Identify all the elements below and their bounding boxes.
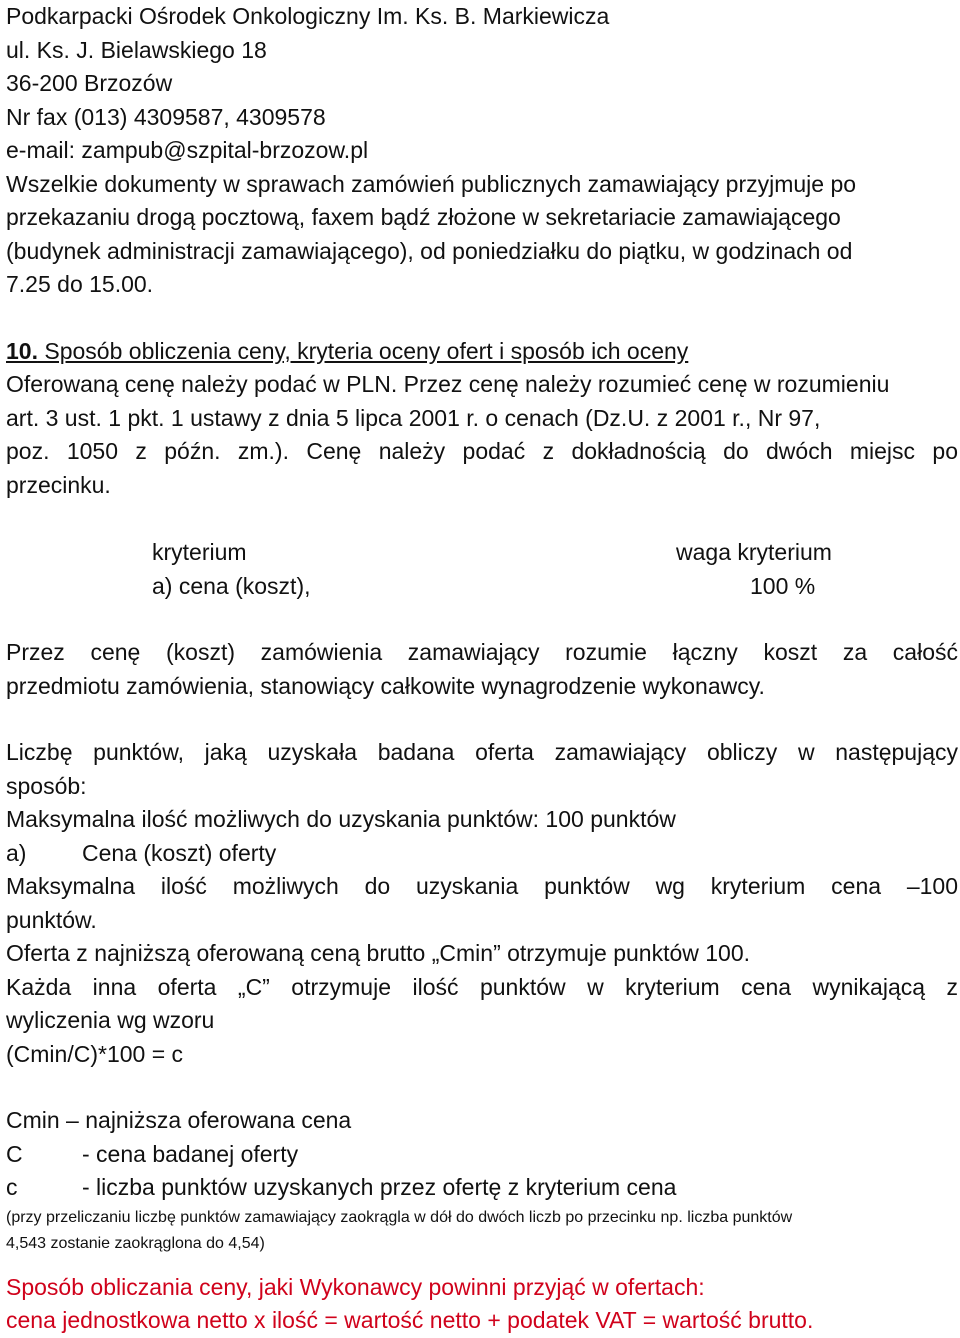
- final-line: Sposób obliczania ceny, jaki Wykonawcy powinni przyjąć w ofertach:: [6, 1273, 705, 1300]
- section-title: Sposób obliczenia ceny, kryteria oceny ofert i sposób ich oceny: [37, 337, 689, 364]
- points-line: Każda inna oferta „C” otrzymuje ilość punktów w kryterium cena wynikającą z: [6, 973, 958, 1000]
- rounding-note: (przy przeliczaniu liczbę punktów zamawiający zaokrągla w dół do dwóch liczb po przecinku np. liczba punktów: [6, 1208, 793, 1226]
- intro-line: przekazaniu drogą pocztową, faxem bądź złożone w sekretariacie zamawiającego: [6, 204, 841, 230]
- intro-paragraph: [6, 168, 958, 302]
- criteria-row: [6, 569, 958, 603]
- points-line: Oferta z najniższą oferowaną ceną brutto „Cmin” otrzymuje punktów 100.: [6, 940, 751, 966]
- points-line: Maksymalna ilość możliwych do uzyskania punktów: 100 punktów: [6, 806, 676, 832]
- formula-legend: [6, 1104, 958, 1257]
- final-statement: [6, 1271, 958, 1338]
- document-page: [6, 0, 958, 1338]
- intro-line: 7.25 do 15.00.: [6, 271, 154, 297]
- criterion-name: a) cena (koszt),: [152, 573, 311, 599]
- section-heading: [6, 335, 958, 369]
- subitem-text: Cena (koszt) oferty: [82, 839, 277, 866]
- criteria-table: [6, 535, 958, 603]
- criterion-weight: 100 %: [750, 573, 816, 599]
- criterion-column-header: kryterium: [152, 539, 247, 565]
- intro-line: Wszelkie dokumenty w sprawach zamówień publicznych zamawiający przyjmuje po: [6, 170, 857, 197]
- fax-numbers: Nr fax (013) 4309587, 4309578: [6, 103, 326, 130]
- email-address: e-mail: zampub@szpital-brzozow.pl: [6, 137, 369, 163]
- legend-text: - cena badanej oferty: [82, 1140, 299, 1167]
- legend-symbol: C: [6, 1140, 23, 1167]
- points-subitem: [6, 837, 958, 871]
- section-number: 10.: [6, 337, 38, 364]
- final-line: cena jednostkowa netto x ilość = wartość netto + podatek VAT = wartość brutto.: [6, 1307, 814, 1333]
- price-paragraph-line: przecinku.: [6, 471, 111, 498]
- intro-line: (budynek administracji zamawiającego), od poniedziałku do piątku, w godzinach od: [6, 237, 853, 264]
- weight-column-header: waga kryterium: [676, 539, 832, 565]
- rounding-note: 4,543 zostanie zaokrąglona do 4,54): [6, 1234, 265, 1252]
- institution-name: Podkarpacki Ośrodek Onkologiczny Im. Ks. B. Markiewicza: [6, 3, 610, 29]
- points-line: Maksymalna ilość możliwych do uzyskania punktów wg kryterium cena –100: [6, 873, 958, 899]
- points-line: sposób:: [6, 772, 87, 799]
- definition-line: przedmiotu zamówienia, stanowiący całkowite wynagrodzenie wykonawcy.: [6, 672, 765, 699]
- points-line: punktów.: [6, 906, 97, 933]
- formula: (Cmin/C)*100 = c: [6, 1040, 184, 1067]
- legend-cmin: Cmin – najniższa oferowana cena: [6, 1107, 352, 1133]
- price-paragraph-line: poz. 1050 z późn. zm.). Cenę należy podać z dokładnością do dwóch miejsc po: [6, 438, 958, 464]
- address-block: [6, 0, 958, 168]
- section-10: [6, 335, 958, 503]
- criteria-header-row: [6, 535, 958, 569]
- legend-c: [6, 1138, 958, 1172]
- definition-line: Przez cenę (koszt) zamówienia zamawiający rozumie łączny koszt za całość: [6, 639, 958, 665]
- price-paragraph-line: Oferowaną cenę należy podać w PLN. Przez cenę należy rozumieć cenę w rozumieniu: [6, 371, 890, 397]
- points-line: wyliczenia wg wzoru: [6, 1007, 215, 1033]
- price-paragraph-line: art. 3 ust. 1 pkt. 1 ustawy z dnia 5 lipca 2001 r. o cenach (Dz.U. z 2001 r., Nr 97,: [6, 404, 821, 431]
- points-line: Liczbę punktów, jaką uzyskała badana oferta zamawiający obliczy w następujący: [6, 739, 958, 765]
- legend-text: - liczba punktów uzyskanych przez ofertę z kryterium cena: [82, 1174, 677, 1200]
- points-calculation: [6, 736, 958, 1071]
- subitem-label: a): [6, 839, 27, 866]
- postal-city: 36-200 Brzozów: [6, 70, 173, 96]
- legend-lowercase-c: [6, 1171, 958, 1205]
- legend-symbol: c: [6, 1174, 18, 1200]
- price-definition: [6, 636, 958, 703]
- street-address: ul. Ks. J. Bielawskiego 18: [6, 36, 267, 63]
